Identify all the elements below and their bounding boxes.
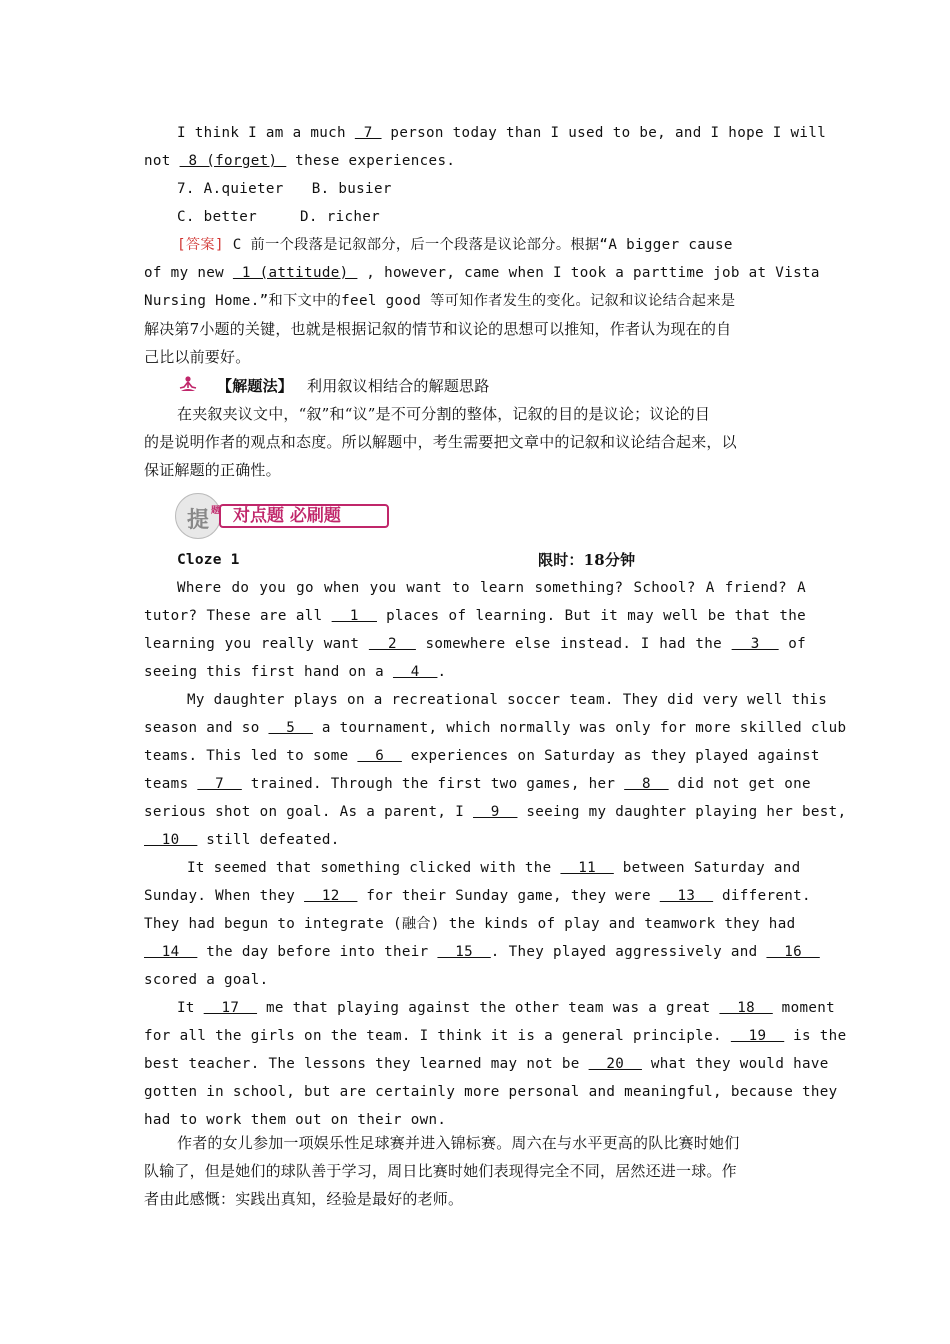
answer-line: [144, 263, 820, 283]
text-span: trained. Through the first two games, her: [241, 776, 625, 792]
text-span: learning you really want: [144, 636, 369, 652]
text-span: Where do you go when you want to learn something? School? A friend? A: [177, 580, 806, 596]
text-span: these experiences.: [286, 153, 456, 169]
blank-6: 6: [357, 748, 402, 764]
text-span: best teacher. The lessons they learned may not be: [144, 1056, 589, 1072]
text-span: what they would have: [641, 1056, 829, 1072]
cloze-line: [144, 774, 811, 794]
blank-10: 10: [144, 832, 198, 848]
text-span: places of learning. But it may well be that the: [376, 608, 807, 624]
blank-9: 9: [473, 804, 518, 820]
text-span: a tournament, which normally was only for more skilled club: [312, 720, 847, 736]
blank-1-attitude: 1 (attitude): [232, 265, 358, 281]
text-span: They had begun to integrate (融合) the kinds of play and teamwork they had: [144, 916, 796, 932]
text-span: seeing this first hand on a: [144, 664, 393, 680]
blank-20: 20: [588, 1056, 642, 1072]
text-span: is the: [784, 1028, 847, 1044]
text-span: still defeated.: [197, 832, 340, 848]
cloze-line: [144, 1054, 829, 1074]
text-span: for all the girls on the team. I think it is a general principle.: [144, 1028, 731, 1044]
cloze-line: [144, 662, 806, 682]
option-b: B. busier: [311, 181, 392, 197]
text-span: moment: [772, 1000, 836, 1016]
text-span: for their Sunday game, they were: [357, 888, 660, 904]
option-d: D. richer: [300, 209, 381, 225]
banner-title-box: [219, 504, 389, 528]
text-span: different.: [713, 888, 811, 904]
blank-2: 2: [368, 636, 416, 652]
blank-7: 7: [197, 776, 242, 792]
text-span: experiences on Saturday as they played against: [401, 748, 820, 764]
text-span: person today than I used to be, and I hope I will: [381, 125, 827, 141]
cloze-line: [144, 942, 820, 962]
text-span: It seemed that something clicked with the: [187, 860, 561, 876]
method-text-line: 保证解题的正确性。: [144, 461, 281, 479]
text-span: . They played aggressively and: [490, 944, 767, 960]
cloze-line: [144, 886, 811, 906]
answer-line: [177, 235, 806, 255]
cloze-line: [144, 1026, 847, 1046]
text-span: , however, came when I took a parttime job at Vista: [357, 265, 820, 281]
summary-line: 作者的女儿参加一项娱乐性足球赛并进入锦标赛。周六在与水平更高的队比赛时她们: [177, 1134, 740, 1152]
summary-line: 队输了，但是她们的球队善于学习，周日比赛时她们表现得完全不同，居然还进一球。作: [144, 1162, 737, 1180]
method-text-line: 在夹叙夹议文中，“叙”和“议”是不可分割的整体，记叙的目的是议论；议论的目: [177, 405, 711, 423]
text-span: teams: [144, 776, 198, 792]
method-label: 【解题法】: [217, 377, 294, 395]
blank-4: 4: [392, 664, 438, 680]
blank-8: 8: [624, 776, 669, 792]
answer-label: [答案]: [177, 237, 224, 253]
emblem-char: 提: [186, 508, 209, 533]
blank-3: 3: [731, 636, 779, 652]
option-row: [177, 207, 806, 227]
text-span: .: [437, 664, 447, 680]
blank-5: 5: [268, 720, 313, 736]
meditating-person-icon: [178, 375, 198, 395]
banner-title: 对点题 必刷题: [233, 506, 341, 526]
text-span: the day before into their: [197, 944, 438, 960]
blank-11: 11: [560, 860, 614, 876]
cloze-line: [144, 718, 847, 738]
blank-13: 13: [659, 888, 714, 904]
question-text-line: [177, 123, 827, 143]
text-span: season and so: [144, 720, 269, 736]
cloze-line: [187, 858, 806, 878]
cloze-title: Cloze 1: [177, 552, 240, 568]
text-span: serious shot on goal. As a parent, I: [144, 804, 473, 820]
cloze-line: [144, 1082, 838, 1102]
option-a: 7. A.quieter: [177, 181, 284, 197]
text-span: did not get one: [668, 776, 811, 792]
text-span: between Saturday and: [613, 860, 801, 876]
time-limit: 限时：18分钟: [538, 551, 636, 569]
cloze-line: [177, 578, 806, 598]
text-span: scored a goal.: [144, 972, 269, 988]
text-span: of: [778, 636, 806, 652]
answer-line: 己比以前要好。: [144, 348, 251, 366]
text-span: tutor? These are all: [144, 608, 332, 624]
emblem-tag: 题: [211, 506, 221, 516]
text-span: seeing my daughter playing her best,: [517, 804, 847, 820]
option-c: C. better: [177, 209, 258, 225]
cloze-line: [144, 606, 806, 626]
question-text-line: [144, 151, 806, 171]
blank-16: 16: [766, 944, 820, 960]
blank-14: 14: [144, 944, 198, 960]
option-row: [177, 179, 806, 199]
blank-12: 12: [304, 888, 358, 904]
text-span: had to work them out on their own.: [144, 1112, 447, 1128]
answer-text: C 前一个段落是记叙部分，后一个段落是议论部分。根据“A bigger cause: [223, 237, 733, 253]
method-heading: [217, 376, 617, 396]
section-banner: [175, 493, 393, 538]
text-span: Sunday. When they: [144, 888, 305, 904]
method-text-line: 的是说明作者的观点和态度。所以解题中，考生需要把文章中的记叙和议论结合起来，以: [144, 433, 737, 451]
answer-line: 解决第7小题的关键，也就是根据记叙的情节和议论的思想可以推知，作者认为现在的自: [144, 320, 732, 338]
cloze-line: [144, 634, 806, 654]
blank-18: 18: [719, 1000, 773, 1016]
text-span: of my new: [144, 265, 233, 281]
summary-line: 者由此感慨：实践出真知，经验是最好的老师。: [144, 1190, 464, 1208]
answer-line: Nursing Home.”和下文中的feel good 等可知作者发生的变化。记叙和议论结合起来是: [144, 293, 736, 309]
blank-8: 8 (forget): [179, 153, 287, 169]
cloze-line: [144, 914, 806, 934]
text-span: somewhere else instead. I had the: [415, 636, 732, 652]
cloze-line: [144, 830, 806, 850]
blank-19: 19: [730, 1028, 785, 1044]
text-span: I think I am a much: [177, 125, 355, 141]
blank-7: 7: [354, 125, 382, 141]
text-span: My daughter plays on a recreational soccer team. They did very well this: [187, 692, 828, 708]
cloze-line: [144, 746, 820, 766]
cloze-line: [177, 998, 836, 1018]
text-span: me that playing against the other team was a great: [257, 1000, 720, 1016]
cloze-line: [144, 1110, 806, 1130]
blank-15: 15: [437, 944, 491, 960]
blank-17: 17: [203, 1000, 258, 1016]
method-title: 利用叙议相结合的解题思路: [307, 377, 490, 395]
text-span: teams. This led to some: [144, 748, 358, 764]
text-span: It: [177, 1000, 204, 1016]
text-span: not: [144, 153, 180, 169]
cloze-line: [144, 970, 806, 990]
blank-1: 1: [331, 608, 377, 624]
text-span: gotten in school, but are certainly more personal and meaningful, because they: [144, 1084, 838, 1100]
cloze-line: [144, 802, 847, 822]
cloze-line: [187, 690, 828, 710]
